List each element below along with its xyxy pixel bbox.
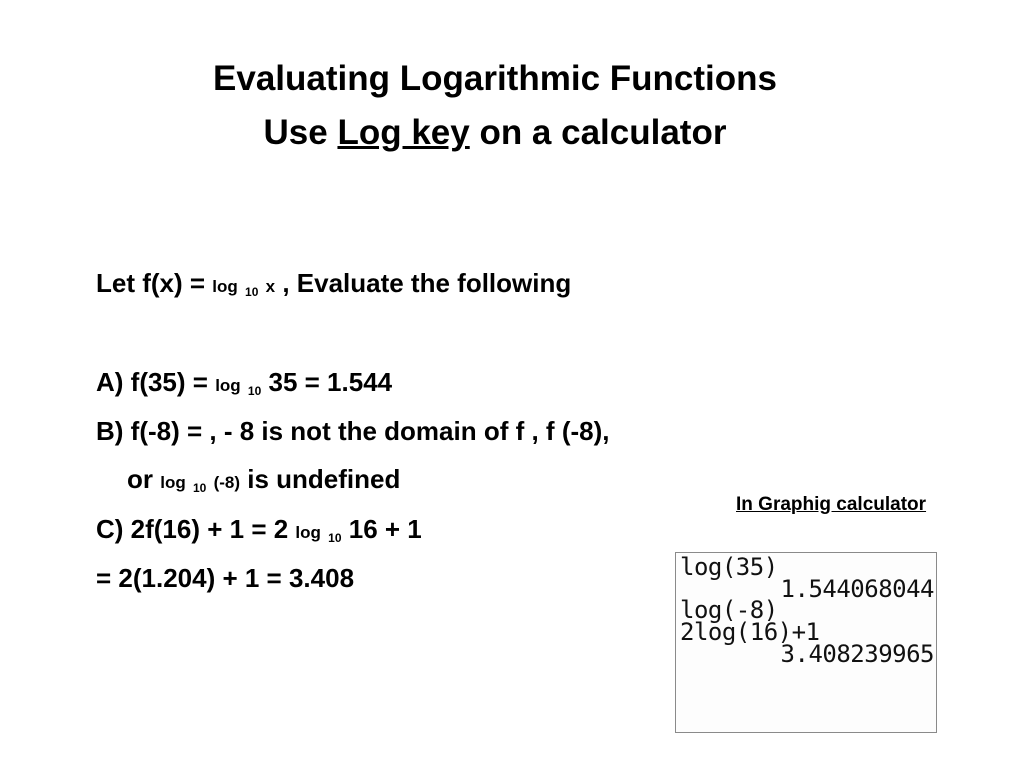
calculator-screen — [675, 552, 937, 733]
item-c-log: log — [295, 523, 321, 542]
intro-var: x — [265, 277, 276, 296]
item-c — [96, 513, 422, 554]
slide-title — [0, 52, 990, 160]
item-c-prefix: C) 2f(16) + 1 = 2 — [96, 514, 296, 544]
item-c-result: = 2(1.204) + 1 = 3.408 — [96, 563, 355, 593]
item-b-log: log — [160, 473, 186, 492]
item-b-suffix: is undefined — [240, 464, 401, 494]
title-line-2-prefix: Use — [263, 113, 338, 152]
item-a-prefix: A) f(35) = — [96, 367, 216, 397]
intro-log: log — [212, 277, 238, 296]
intro-line — [96, 267, 571, 308]
item-b-line-1: B) f(-8) = , - 8 is not the domain of f , f (-8), — [96, 416, 610, 446]
item-c-base: 10 — [328, 531, 342, 545]
log-key-underlined: Log key — [337, 113, 470, 152]
item-b-base: 10 — [192, 481, 207, 495]
item-a-log: log — [215, 376, 241, 395]
calc-line-2: 1.544068044 — [780, 575, 934, 603]
item-a-base: 10 — [247, 384, 262, 398]
calc-line-5: 3.408239965 — [780, 640, 934, 668]
intro-prefix: Let f(x) = — [96, 268, 213, 298]
calc-line-4: 2log(16)+1 — [680, 618, 820, 646]
title-line-1: Evaluating Logarithmic Functions — [213, 59, 777, 98]
item-c-suffix: 16 + 1 — [341, 514, 422, 544]
intro-suffix: , Evaluate the following — [275, 268, 572, 298]
item-b-or: or — [127, 464, 161, 494]
calculator-caption: In Graphig calculator — [736, 494, 927, 515]
item-b-line-2 — [127, 463, 400, 504]
title-line-2-suffix: on a calculator — [469, 113, 727, 152]
intro-base: 10 — [245, 285, 259, 299]
item-a-suffix: 35 = 1.544 — [261, 367, 393, 397]
title-line-2 — [0, 106, 990, 160]
calc-line-3: log(-8) — [680, 596, 778, 624]
item-b-arg: (-8) — [213, 473, 241, 492]
item-a — [96, 366, 392, 407]
calc-line-1: log(35) — [680, 553, 778, 581]
